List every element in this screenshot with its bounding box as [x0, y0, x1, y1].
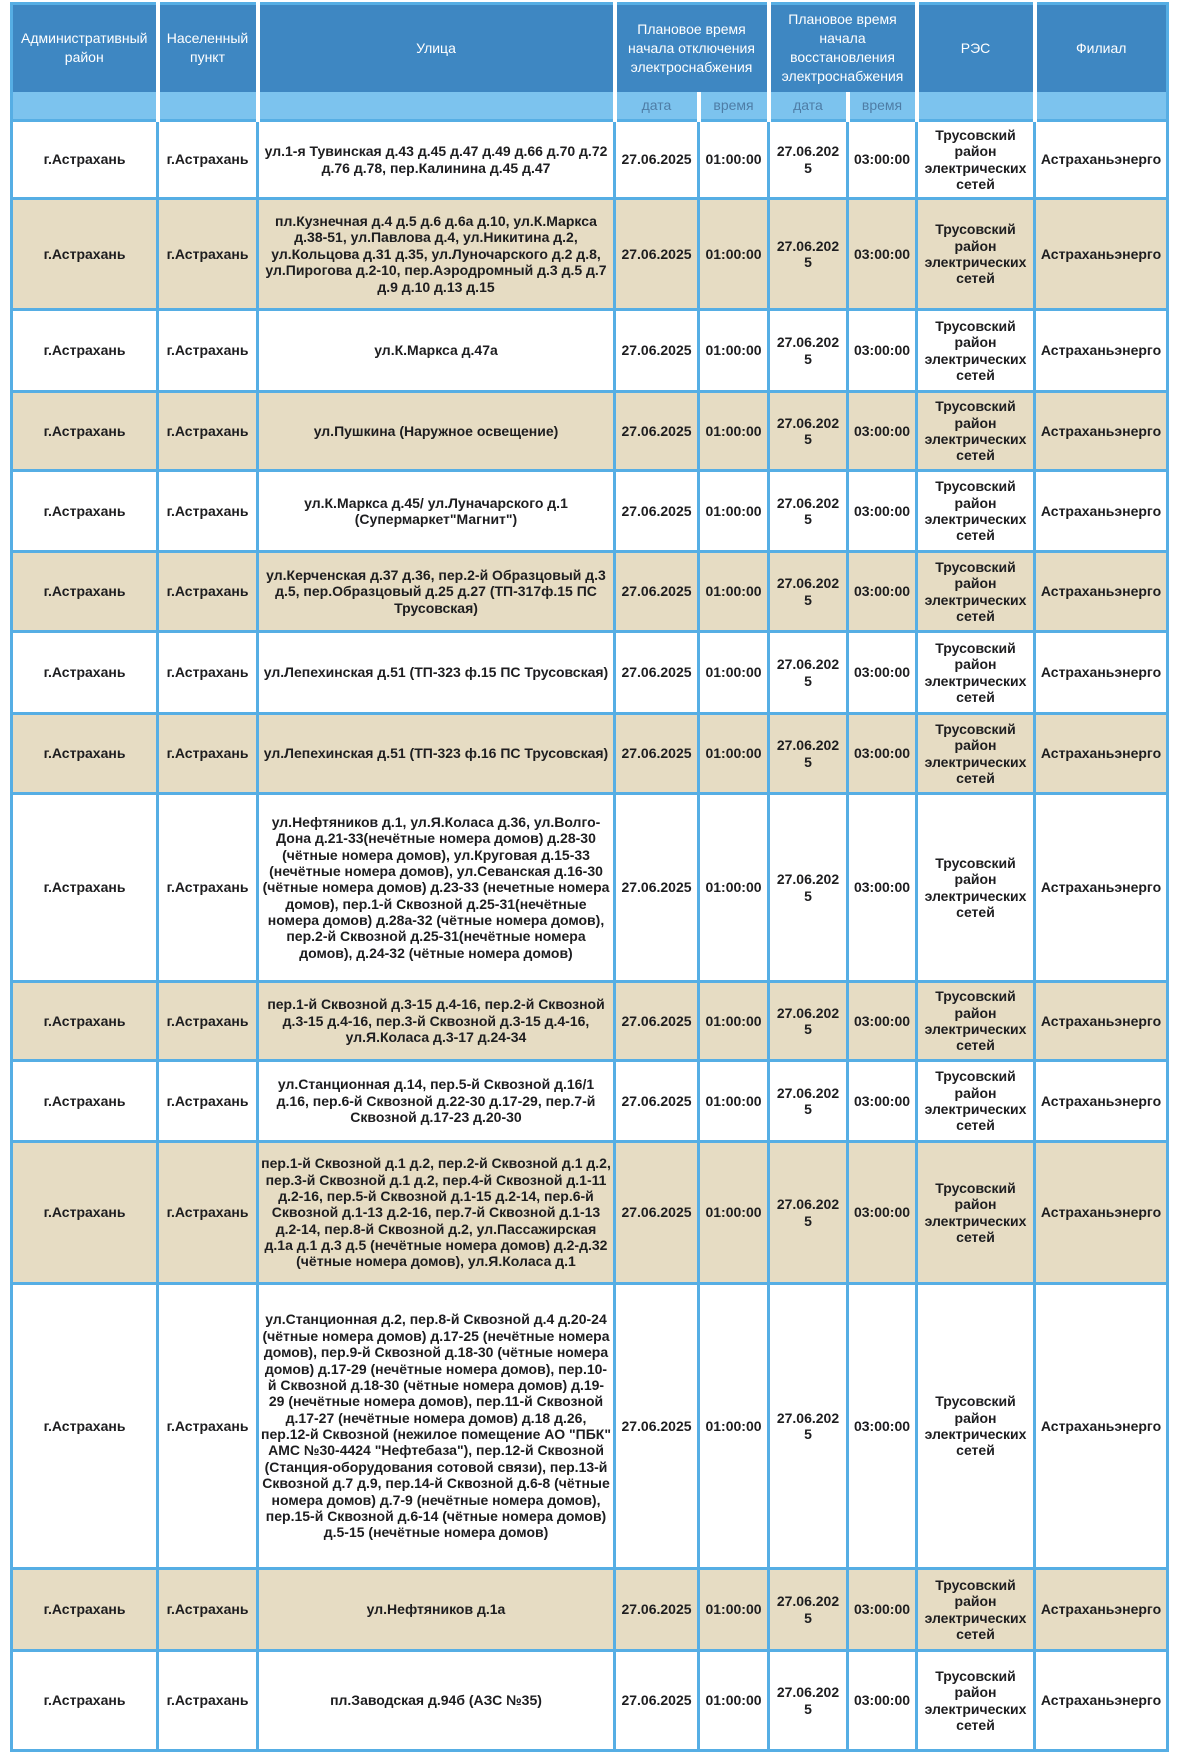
- col-header-res: РЭС: [917, 4, 1035, 92]
- cell-branch: Астраханьэнерго: [1035, 199, 1168, 310]
- cell-restore-start-time: 03:00:00: [848, 1569, 917, 1651]
- cell-branch: Астраханьэнерго: [1035, 1569, 1168, 1651]
- table-row: [12, 794, 1168, 982]
- cell-restore-start-time: 03:00:00: [848, 121, 917, 199]
- cell-outage-start-date: 27.06.2025: [615, 392, 699, 471]
- cell-branch: Астраханьэнерго: [1035, 552, 1168, 632]
- table-header: [12, 4, 1168, 121]
- cell-settlement: г.Астрахань: [158, 199, 258, 310]
- cell-street: ул.Станционная д.2, пер.8-й Сквозной д.4 д.20-24 (чётные номера домов) д.17-25 (нечётные номера домов), пер.9-й Сквозной д.18-30 (чётные номера домов) д.17-29 (нечётные номера домов), пер.10-й Сквозной д.18-30 (чётные номера домов) д.19-29 (нечётные номера домов), пер.11-й Сквозной д.17-27 (нечётные номера домов) д.18 д.26, пер.12-й Сквозной (нежилое помещение АО "ПБК" АМС №30-4424 "Нефтебаза"), пер.12-й Сквозной (Станция-оборудования сотовой связи), пер.13-й Сквозной д.7 д.9, пер.14-й Сквозной д.6-8 (чётные номера домов) д.7-9 (нечётные номера домов), пер.15-й Сквозной д.6-14 (чётные номера домов) д.5-15 (нечётные номера домов): [258, 1284, 615, 1569]
- cell-settlement: г.Астрахань: [158, 632, 258, 714]
- cell-outage-start-time: 01:00:00: [699, 1284, 769, 1569]
- table-row: [12, 310, 1168, 392]
- cell-district: г.Астрахань: [12, 1569, 158, 1651]
- cell-district: г.Астрахань: [12, 632, 158, 714]
- cell-restore-start-time: 03:00:00: [848, 982, 917, 1061]
- cell-restore-start-time: 03:00:00: [848, 794, 917, 982]
- table-subheader-row: [12, 92, 1168, 121]
- cell-settlement: г.Астрахань: [158, 794, 258, 982]
- cell-branch: Астраханьэнерго: [1035, 1142, 1168, 1284]
- cell-street: ул.Лепехинская д.51 (ТП-323 ф.16 ПС Трусовская): [258, 714, 615, 794]
- cell-settlement: г.Астрахань: [158, 392, 258, 471]
- cell-restore-start-time: 03:00:00: [848, 714, 917, 794]
- cell-res: Трусовский район электрических сетей: [917, 552, 1035, 632]
- cell-street: пл.Заводская д.94б (АЗС №35): [258, 1651, 615, 1751]
- cell-settlement: г.Астрахань: [158, 121, 258, 199]
- cell-restore-start-time: 03:00:00: [848, 392, 917, 471]
- col-header-restore-start: Плановое время начала восстановления электроснабжения: [769, 4, 917, 92]
- subheader-off-time: время: [699, 92, 769, 121]
- subheader-empty-street: [258, 92, 615, 121]
- table-row: [12, 552, 1168, 632]
- cell-restore-start-date: 27.06.2025: [769, 471, 848, 552]
- cell-res: Трусовский район электрических сетей: [917, 632, 1035, 714]
- cell-res: Трусовский район электрических сетей: [917, 121, 1035, 199]
- table-body: [12, 121, 1168, 1751]
- cell-restore-start-time: 03:00:00: [848, 310, 917, 392]
- cell-restore-start-date: 27.06.2025: [769, 1284, 848, 1569]
- col-header-street: Улица: [258, 4, 615, 92]
- cell-res: Трусовский район электрических сетей: [917, 392, 1035, 471]
- cell-settlement: г.Астрахань: [158, 1284, 258, 1569]
- cell-outage-start-date: 27.06.2025: [615, 471, 699, 552]
- cell-street: ул.Нефтяников д.1, ул.Я.Коласа д.36, ул.Волго-Дона д.21-33(нечётные номера домов) д.28-30 (чётные номера домов), ул.Круговая д.15-33 (нечётные номера домов), ул.Севанская д.16-30 (чётные номера домов) д.23-33 (нечетные номера домов), пер.1-й Сквозной д.25-31(нечётные номера домов) д.28а-32 (чётные номера домов), пер.2-й Сквозной д.25-31(нечётные номера домов), д.24-32 (чётные номера домов): [258, 794, 615, 982]
- cell-branch: Астраханьэнерго: [1035, 632, 1168, 714]
- cell-settlement: г.Астрахань: [158, 982, 258, 1061]
- cell-settlement: г.Астрахань: [158, 1061, 258, 1142]
- col-header-district: Административный район: [12, 4, 158, 92]
- cell-street: ул.К.Маркса д.47а: [258, 310, 615, 392]
- table-row: [12, 1569, 1168, 1651]
- cell-settlement: г.Астрахань: [158, 1651, 258, 1751]
- cell-settlement: г.Астрахань: [158, 471, 258, 552]
- cell-res: Трусовский район электрических сетей: [917, 1061, 1035, 1142]
- cell-outage-start-date: 27.06.2025: [615, 982, 699, 1061]
- table-row: [12, 1061, 1168, 1142]
- cell-branch: Астраханьэнерго: [1035, 392, 1168, 471]
- cell-restore-start-date: 27.06.2025: [769, 121, 848, 199]
- cell-branch: Астраханьэнерго: [1035, 1061, 1168, 1142]
- cell-outage-start-time: 01:00:00: [699, 392, 769, 471]
- cell-outage-start-time: 01:00:00: [699, 982, 769, 1061]
- cell-outage-start-time: 01:00:00: [699, 714, 769, 794]
- table-row: [12, 714, 1168, 794]
- cell-branch: Астраханьэнерго: [1035, 471, 1168, 552]
- cell-restore-start-time: 03:00:00: [848, 1142, 917, 1284]
- table-row: [12, 1284, 1168, 1569]
- cell-street: ул.Нефтяников д.1а: [258, 1569, 615, 1651]
- cell-res: Трусовский район электрических сетей: [917, 794, 1035, 982]
- cell-settlement: г.Астрахань: [158, 714, 258, 794]
- cell-settlement: г.Астрахань: [158, 310, 258, 392]
- cell-outage-start-time: 01:00:00: [699, 794, 769, 982]
- cell-res: Трусовский район электрических сетей: [917, 199, 1035, 310]
- cell-restore-start-date: 27.06.2025: [769, 714, 848, 794]
- cell-district: г.Астрахань: [12, 392, 158, 471]
- cell-restore-start-time: 03:00:00: [848, 1061, 917, 1142]
- cell-outage-start-date: 27.06.2025: [615, 121, 699, 199]
- cell-outage-start-time: 01:00:00: [699, 1651, 769, 1751]
- cell-district: г.Астрахань: [12, 982, 158, 1061]
- cell-street: ул.К.Маркса д.45/ ул.Луначарского д.1 (Супермаркет"Магнит"): [258, 471, 615, 552]
- cell-outage-start-time: 01:00:00: [699, 121, 769, 199]
- table-header-row: [12, 4, 1168, 92]
- cell-restore-start-time: 03:00:00: [848, 1651, 917, 1751]
- table-row: [12, 471, 1168, 552]
- cell-res: Трусовский район электрических сетей: [917, 1142, 1035, 1284]
- cell-street: ул.Станционная д.14, пер.5-й Сквозной д.16/1 д.16, пер.6-й Сквозной д.22-30 д.17-29, пер.7-й Сквозной д.17-23 д.20-30: [258, 1061, 615, 1142]
- cell-district: г.Астрахань: [12, 471, 158, 552]
- cell-street: ул.1-я Тувинская д.43 д.45 д.47 д.49 д.66 д.70 д.72 д.76 д.78, пер.Калинина д.45 д.47: [258, 121, 615, 199]
- cell-district: г.Астрахань: [12, 552, 158, 632]
- cell-restore-start-date: 27.06.2025: [769, 1061, 848, 1142]
- cell-restore-start-time: 03:00:00: [848, 199, 917, 310]
- cell-district: г.Астрахань: [12, 199, 158, 310]
- cell-res: Трусовский район электрических сетей: [917, 714, 1035, 794]
- cell-restore-start-date: 27.06.2025: [769, 794, 848, 982]
- col-header-settlement: Населенный пункт: [158, 4, 258, 92]
- cell-restore-start-date: 27.06.2025: [769, 1651, 848, 1751]
- cell-restore-start-date: 27.06.2025: [769, 392, 848, 471]
- cell-branch: Астраханьэнерго: [1035, 1651, 1168, 1751]
- cell-outage-start-date: 27.06.2025: [615, 199, 699, 310]
- cell-branch: Астраханьэнерго: [1035, 310, 1168, 392]
- cell-outage-start-date: 27.06.2025: [615, 1284, 699, 1569]
- cell-outage-start-time: 01:00:00: [699, 310, 769, 392]
- subheader-empty-res: [917, 92, 1035, 121]
- cell-restore-start-date: 27.06.2025: [769, 982, 848, 1061]
- cell-branch: Астраханьэнерго: [1035, 794, 1168, 982]
- cell-outage-start-time: 01:00:00: [699, 1142, 769, 1284]
- table-row: [12, 121, 1168, 199]
- cell-outage-start-date: 27.06.2025: [615, 310, 699, 392]
- cell-branch: Астраханьэнерго: [1035, 1284, 1168, 1569]
- cell-street: ул.Пушкина (Наружное освещение): [258, 392, 615, 471]
- cell-outage-start-date: 27.06.2025: [615, 1569, 699, 1651]
- cell-outage-start-time: 01:00:00: [699, 552, 769, 632]
- cell-restore-start-date: 27.06.2025: [769, 310, 848, 392]
- cell-district: г.Астрахань: [12, 1142, 158, 1284]
- cell-district: г.Астрахань: [12, 1061, 158, 1142]
- cell-settlement: г.Астрахань: [158, 552, 258, 632]
- cell-res: Трусовский район электрических сетей: [917, 310, 1035, 392]
- cell-restore-start-date: 27.06.2025: [769, 199, 848, 310]
- cell-branch: Астраханьэнерго: [1035, 982, 1168, 1061]
- cell-restore-start-date: 27.06.2025: [769, 1569, 848, 1651]
- cell-street: ул.Лепехинская д.51 (ТП-323 ф.15 ПС Трусовская): [258, 632, 615, 714]
- cell-outage-start-time: 01:00:00: [699, 632, 769, 714]
- cell-outage-start-date: 27.06.2025: [615, 632, 699, 714]
- cell-branch: Астраханьэнерго: [1035, 714, 1168, 794]
- subheader-on-time: время: [848, 92, 917, 121]
- col-header-branch: Филиал: [1035, 4, 1168, 92]
- cell-outage-start-time: 01:00:00: [699, 1061, 769, 1142]
- cell-district: г.Астрахань: [12, 121, 158, 199]
- table-row: [12, 1142, 1168, 1284]
- outages-table-container: [10, 2, 1168, 1752]
- cell-outage-start-date: 27.06.2025: [615, 794, 699, 982]
- table-row: [12, 1651, 1168, 1751]
- table-row: [12, 632, 1168, 714]
- cell-restore-start-time: 03:00:00: [848, 1284, 917, 1569]
- cell-district: г.Астрахань: [12, 1284, 158, 1569]
- table-row: [12, 392, 1168, 471]
- cell-district: г.Астрахань: [12, 1651, 158, 1751]
- cell-outage-start-date: 27.06.2025: [615, 714, 699, 794]
- cell-outage-start-date: 27.06.2025: [615, 1061, 699, 1142]
- cell-restore-start-time: 03:00:00: [848, 552, 917, 632]
- cell-res: Трусовский район электрических сетей: [917, 1569, 1035, 1651]
- cell-outage-start-time: 01:00:00: [699, 1569, 769, 1651]
- cell-street: пл.Кузнечная д.4 д.5 д.6 д.6а д.10, ул.К.Маркса д.38-51, ул.Павлова д.4, ул.Никитина д.2, ул.Кольцова д.31 д.35, ул.Луночарского д.2 д.8, ул.Пирогова д.2-10, пер.Аэродромный д.3 д.5 д.7 д.9 д.10 д.13 д.15: [258, 199, 615, 310]
- table-row: [12, 199, 1168, 310]
- cell-restore-start-date: 27.06.2025: [769, 1142, 848, 1284]
- cell-restore-start-time: 03:00:00: [848, 471, 917, 552]
- table-row: [12, 982, 1168, 1061]
- cell-district: г.Астрахань: [12, 714, 158, 794]
- cell-outage-start-date: 27.06.2025: [615, 1142, 699, 1284]
- cell-district: г.Астрахань: [12, 310, 158, 392]
- cell-street: пер.1-й Сквозной д.1 д.2, пер.2-й Сквозной д.1 д.2, пер.3-й Сквозной д.1 д.2, пер.4-й Сквозной д.1-11 д.2-16, пер.5-й Сквозной д.1-15 д.2-14, пер.6-й Сквозной д.1-13 д.2-16, пер.7-й Сквозной д.1-13 д.2-14, пер.8-й Сквозной д.2, ул.Пассажирская д.1а д.1 д.3 д.5 (нечётные номера домов) д.2-д.32 (чётные номера домов), ул.Я.Коласа д.1: [258, 1142, 615, 1284]
- outages-table: [10, 2, 1169, 1752]
- cell-branch: Астраханьэнерго: [1035, 121, 1168, 199]
- cell-restore-start-date: 27.06.2025: [769, 552, 848, 632]
- cell-outage-start-date: 27.06.2025: [615, 552, 699, 632]
- cell-res: Трусовский район электрических сетей: [917, 1284, 1035, 1569]
- subheader-empty-district: [12, 92, 158, 121]
- cell-res: Трусовский район электрических сетей: [917, 1651, 1035, 1751]
- cell-settlement: г.Астрахань: [158, 1569, 258, 1651]
- cell-outage-start-date: 27.06.2025: [615, 1651, 699, 1751]
- cell-outage-start-time: 01:00:00: [699, 471, 769, 552]
- cell-street: ул.Керченская д.37 д.36, пер.2-й Образцовый д.3 д.5, пер.Образцовый д.25 д.27 (ТП-317ф.15 ПС Трусовская): [258, 552, 615, 632]
- cell-res: Трусовский район электрических сетей: [917, 982, 1035, 1061]
- cell-settlement: г.Астрахань: [158, 1142, 258, 1284]
- col-header-outage-start: Плановое время начала отключения электроснабжения: [615, 4, 769, 92]
- subheader-empty-settlement: [158, 92, 258, 121]
- cell-res: Трусовский район электрических сетей: [917, 471, 1035, 552]
- cell-street: пер.1-й Сквозной д.3-15 д.4-16, пер.2-й Сквозной д.3-15 д.4-16, пер.3-й Сквозной д.3-15 д.4-16, ул.Я.Коласа д.3-17 д.24-34: [258, 982, 615, 1061]
- subheader-on-date: дата: [769, 92, 848, 121]
- subheader-empty-branch: [1035, 92, 1168, 121]
- cell-restore-start-time: 03:00:00: [848, 632, 917, 714]
- cell-district: г.Астрахань: [12, 794, 158, 982]
- cell-restore-start-date: 27.06.2025: [769, 632, 848, 714]
- subheader-off-date: дата: [615, 92, 699, 121]
- cell-outage-start-time: 01:00:00: [699, 199, 769, 310]
